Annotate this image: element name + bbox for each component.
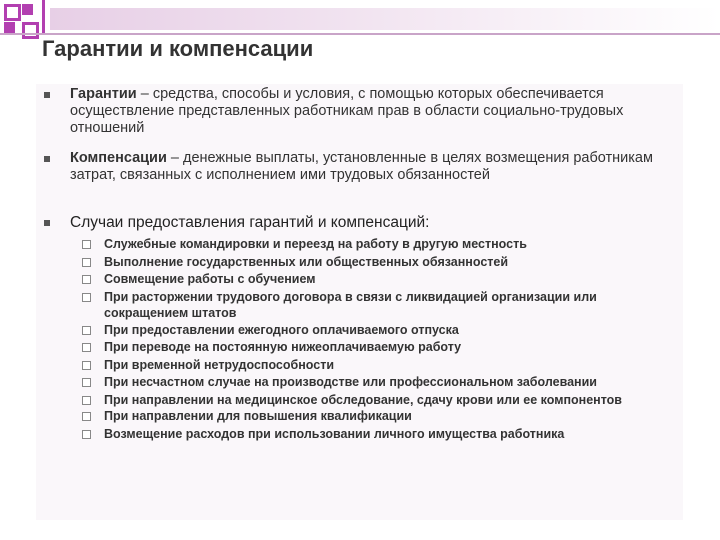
checkbox-bullet-icon: [82, 275, 91, 284]
checkbox-bullet-icon: [82, 412, 91, 421]
definition-compensations: Компенсации – денежные выплаты, установленные в целях возмещения работникам затрат, связанных с исполнением ими трудовых обязанностей: [70, 150, 653, 183]
cases-heading: Случаи предоставления гарантий и компенсаций:: [70, 214, 430, 231]
bullet-icon: [44, 156, 50, 162]
checkbox-bullet-icon: [82, 378, 91, 387]
bullet-icon: [44, 92, 50, 98]
checkbox-bullet-icon: [82, 430, 91, 439]
list-item: При направлении на медицинское обследование, сдачу крови или ее компонентов: [82, 392, 682, 409]
list-item: Возмещение расходов при использовании личного имущества работника: [82, 426, 682, 444]
checkbox-bullet-icon: [82, 396, 91, 405]
list-item: При предоставлении ежегодного оплачиваемого отпуска: [82, 322, 682, 340]
checkbox-bullet-icon: [82, 258, 91, 267]
definition-guarantees: Гарантии – средства, способы и условия, с помощью которых обеспечивается осуществление представленных работникам прав в области социально-трудовых отношений: [70, 86, 624, 136]
decor-gradient-bar: [50, 8, 720, 30]
list-item: Совмещение работы с обучением: [82, 271, 682, 289]
checkbox-bullet-icon: [82, 361, 91, 370]
decor-horizontal-line: [0, 33, 720, 35]
checkbox-bullet-icon: [82, 343, 91, 352]
list-item: При расторжении трудового договора в связи с ликвидацией организации или сокращением штатов: [82, 289, 682, 322]
list-item: При переводе на постоянную нижеоплачиваемую работу: [82, 339, 682, 357]
checkbox-bullet-icon: [82, 293, 91, 302]
cases-list: [82, 236, 682, 443]
decor-square-outline: [4, 4, 21, 21]
decor-square-outline: [22, 22, 39, 39]
checkbox-bullet-icon: [82, 240, 91, 249]
list-item: При временной нетрудоспособности: [82, 357, 682, 375]
list-item: При несчастном случае на производстве или профессиональном заболевании: [82, 374, 682, 392]
decor-square-filled: [4, 22, 15, 33]
definition-term: Компенсации: [70, 150, 167, 166]
definition-term: Гарантии: [70, 86, 137, 102]
list-item: При направлении для повышения квалификации: [82, 408, 682, 426]
list-item: Выполнение государственных или общественных обязанностей: [82, 254, 682, 272]
checkbox-bullet-icon: [82, 326, 91, 335]
list-item: Служебные командировки и переезд на работу в другую местность: [82, 236, 682, 254]
definition-text: средства, способы и условия, с помощью которых обеспечивается осуществление представленных работникам прав в области социально-трудовых отношений: [70, 86, 624, 136]
bullet-icon: [44, 220, 50, 226]
decor-square-filled: [22, 4, 33, 15]
page-title: Гарантии и компенсации: [42, 36, 314, 61]
decor-vertical-line: [42, 0, 45, 34]
definition-text: денежные выплаты, установленные в целях возмещения работникам затрат, связанных с исполнением ими трудовых обязанностей: [70, 150, 653, 183]
